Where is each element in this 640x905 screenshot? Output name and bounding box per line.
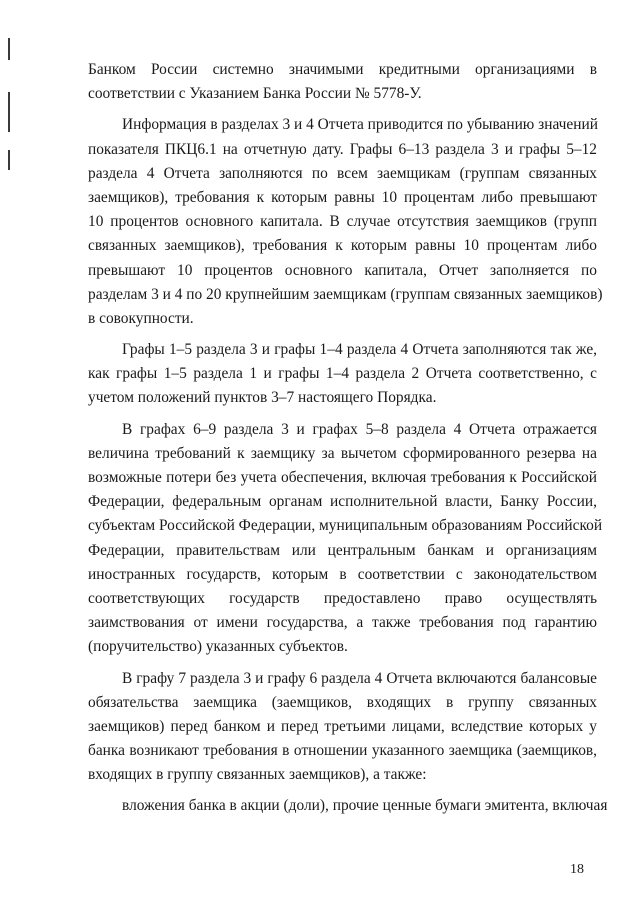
text-line: входящих в группу связанных заемщиков), а также: <box>88 766 427 784</box>
text-line: В графах 6–9 раздела 3 и графах 5–8 раздела 4 Отчета отражается <box>122 420 597 438</box>
text-line: банка возникают требования в отношении указанного заемщика (заемщиков, <box>88 742 597 760</box>
text-line: субъектам Российской Федерации, муниципальным образованиям Российской <box>88 517 603 535</box>
text-line: вложения банка в акции (доли), прочие ценные бумаги эмитента, включая <box>122 797 608 815</box>
text-line: раздела 4 Отчета заполняются по всем заемщикам (группам связанных <box>88 164 597 182</box>
text-line: учетом положений пунктов 3–7 настоящего Порядка. <box>88 389 437 407</box>
scan-artifact <box>8 150 10 170</box>
text-line: Федерации, правительствам или центральным банкам и организациям <box>88 541 597 559</box>
text-line: Федерации, федеральным органам исполнительной власти, Банку России, <box>88 493 597 511</box>
text-line: превышают 10 процентов основного капитала, Отчет заполняется по <box>88 261 597 279</box>
text-line: возможные потери без учета обеспечения, включая требования к Российской <box>88 469 597 486</box>
text-line: соответствующих государств предоставлено право осуществлять <box>88 589 597 607</box>
page-number: 18 <box>570 862 584 877</box>
text-line: Информация в разделах 3 и 4 Отчета приводится по убыванию значений <box>122 116 598 134</box>
text-line: разделам 3 и 4 по 20 крупнейшим заемщикам (группам связанных заемщиков) <box>88 285 603 303</box>
text-line: иностранных государств, которым в соответствии с законодательством <box>88 565 597 583</box>
scan-artifact <box>8 92 10 132</box>
text-line: заимствования от имени государства, а также требования под гарантию <box>88 614 597 632</box>
text-line: соответствии с Указанием Банка России № 5778-У. <box>88 85 422 103</box>
text-line: В графу 7 раздела 3 и графу 6 раздела 4 Отчета включаются балансовые <box>122 669 597 687</box>
text-line: величина требований к заемщику за вычетом сформированного резерва на <box>88 444 597 462</box>
body-text <box>88 58 608 819</box>
text-line: показателя ПКЦ6.1 на отчетную дату. Графы 6–13 раздела 3 и графы 5–12 <box>88 140 597 158</box>
text-line: (поручительство) указанных субъектов. <box>88 638 348 656</box>
text-line: связанных заемщиков), требования к которым равны 10 процентам либо <box>88 237 597 255</box>
text-line: заемщиков), требования к которым равны 10 процентам либо превышают <box>88 188 597 206</box>
text-line: заемщиков) перед банком и перед третьими лицами, вследствие которых у <box>88 717 597 735</box>
text-line: в совокупности. <box>88 309 194 327</box>
text-line: обязательства заемщика (заемщиков, входящих в группу связанных <box>88 693 597 711</box>
text-line: Графы 1–5 раздела 3 и графы 1–4 раздела 4 Отчета заполняются так же, <box>122 341 597 359</box>
text-line: 10 процентов основного капитала. В случае отсутствия заемщиков (групп <box>88 213 597 231</box>
text-line: Банком России системно значимыми кредитными организациями в <box>88 61 597 78</box>
scan-artifact <box>8 38 10 60</box>
text-line: как графы 1–5 раздела 1 и графы 1–4 раздела 2 Отчета соответственно, с <box>88 365 597 383</box>
